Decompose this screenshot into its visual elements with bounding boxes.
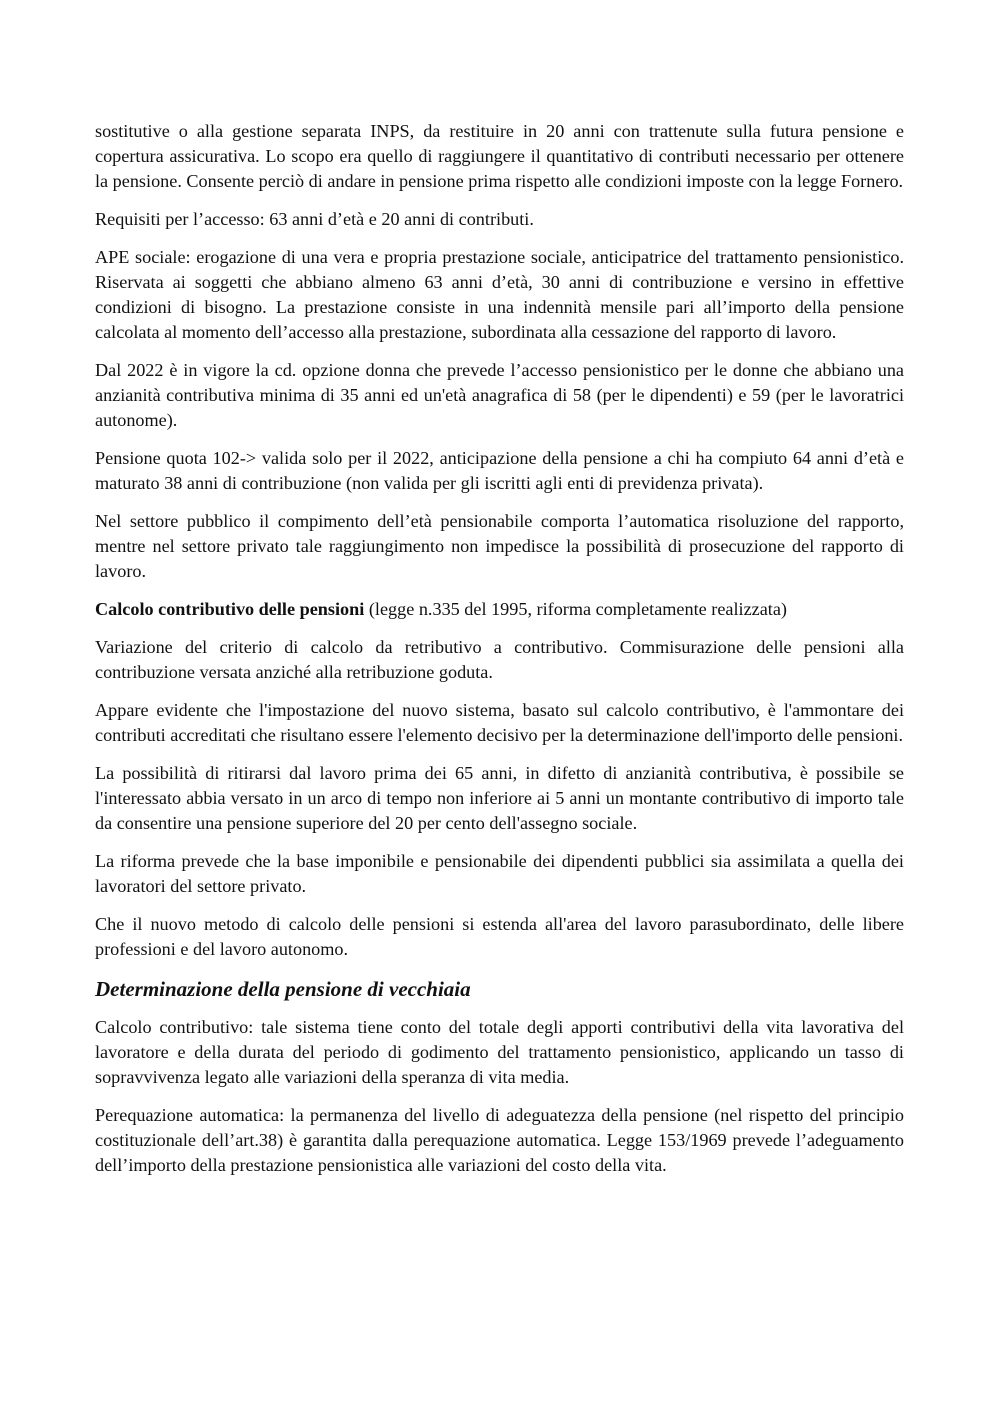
paragraph-base-imponibile: La riforma prevede che la base imponibile e pensionabile dei dipendenti pubblici sia assimilata a quella dei lavoratori del settore privato. xyxy=(95,851,904,896)
paragraph-calcolo-contributivo xyxy=(95,597,904,622)
paragraph-variazione-criterio: Variazione del criterio di calcolo da retributivo a contributivo. Commisurazione delle pensioni alla contribuzione versata anziché alla retribuzione goduta. xyxy=(95,637,904,682)
paragraph-estensione-metodo: Che il nuovo metodo di calcolo delle pensioni si estenda all'area del lavoro parasubordinato, delle libere professioni e del lavoro autonomo. xyxy=(95,914,904,959)
paragraph-requisiti-accesso: Requisiti per l’accesso: 63 anni d’età e 20 anni di contributi. xyxy=(95,209,534,229)
paragraph-settore-pubblico: Nel settore pubblico il compimento dell’età pensionabile comporta l’automatica risoluzione del rapporto, mentre nel settore privato tale raggiungimento non impedisce la possibilità di prosecuzione del rapporto di lavoro. xyxy=(95,511,904,581)
paragraph-perequazione-automatica: Perequazione automatica: la permanenza del livello di adeguatezza della pensione (nel rispetto del principio costituzionale dell’art.38) è garantita dalla perequazione automatica. Legge 153/1969 prevede l’adeguamento dell’importo della prestazione pensionistica alle variazioni del costo della vita. xyxy=(95,1105,904,1175)
paragraph-calcolo-sistema: Calcolo contributivo: tale sistema tiene conto del totale degli apporti contributivi della vita lavorativa del lavoratore e della durata del periodo di godimento del trattamento pensionistico, applicando un tasso di sopravvivenza legato alle variazioni della speranza di vita media. xyxy=(95,1017,904,1087)
calcolo-contributivo-title: Calcolo contributivo delle pensioni xyxy=(95,599,365,619)
paragraph-prestito-contributi: sostitutive o alla gestione separata INPS, da restituire in 20 anni con trattenute sulla futura pensione e copertura assicurativa. Lo scopo era quello di raggiungere il quantitativo di contributi necessario per ottenere la pensione. Consente perciò di andare in pensione prima rispetto alle condizioni imposte con la legge Fornero. xyxy=(95,121,904,191)
paragraph-impostazione-sistema: Appare evidente che l'impostazione del nuovo sistema, basato sul calcolo contributivo, è l'ammontare dei contributi accreditati che risultano essere l'elemento decisivo per la determinazione dell'importo delle pensioni. xyxy=(95,700,904,745)
paragraph-ritiro-anticipato: La possibilità di ritirarsi dal lavoro prima dei 65 anni, in difetto di anzianità contributiva, è possibile se l'interessato abbia versato in un arco di tempo non inferiore ai 5 anni un montante contributivo di importo tale da consentire una pensione superiore del 20 per cento dell'assegno sociale. xyxy=(95,763,904,833)
section-heading-pensione-vecchiaia: Determinazione della pensione di vecchiaia xyxy=(95,977,471,1001)
calcolo-contributivo-reference: (legge n.335 del 1995, riforma completamente realizzata) xyxy=(364,599,787,619)
document-page xyxy=(95,119,904,1191)
paragraph-ape-sociale: APE sociale: erogazione di una vera e propria prestazione sociale, anticipatrice del trattamento pensionistico. Riservata ai soggetti che abbiano almeno 63 anni d’età, 30 anni di contribuzione e versino in effettive condizioni di bisogno. La prestazione consiste in una indennità mensile pari all’importo della pensione calcolata al momento dell’accesso alla prestazione, subordinata alla cessazione del rapporto di lavoro. xyxy=(95,247,904,342)
paragraph-quota-102: Pensione quota 102-> valida solo per il 2022, anticipazione della pensione a chi ha compiuto 64 anni d’età e maturato 38 anni di contribuzione (non valida per gli iscritti agli enti di previdenza privata). xyxy=(95,448,904,493)
paragraph-opzione-donna: Dal 2022 è in vigore la cd. opzione donna che prevede l’accesso pensionistico per le donne che abbiano una anzianità contributiva minima di 35 anni ed un'età anagrafica di 58 (per le dipendenti) e 59 (per le lavoratrici autonome). xyxy=(95,360,904,430)
